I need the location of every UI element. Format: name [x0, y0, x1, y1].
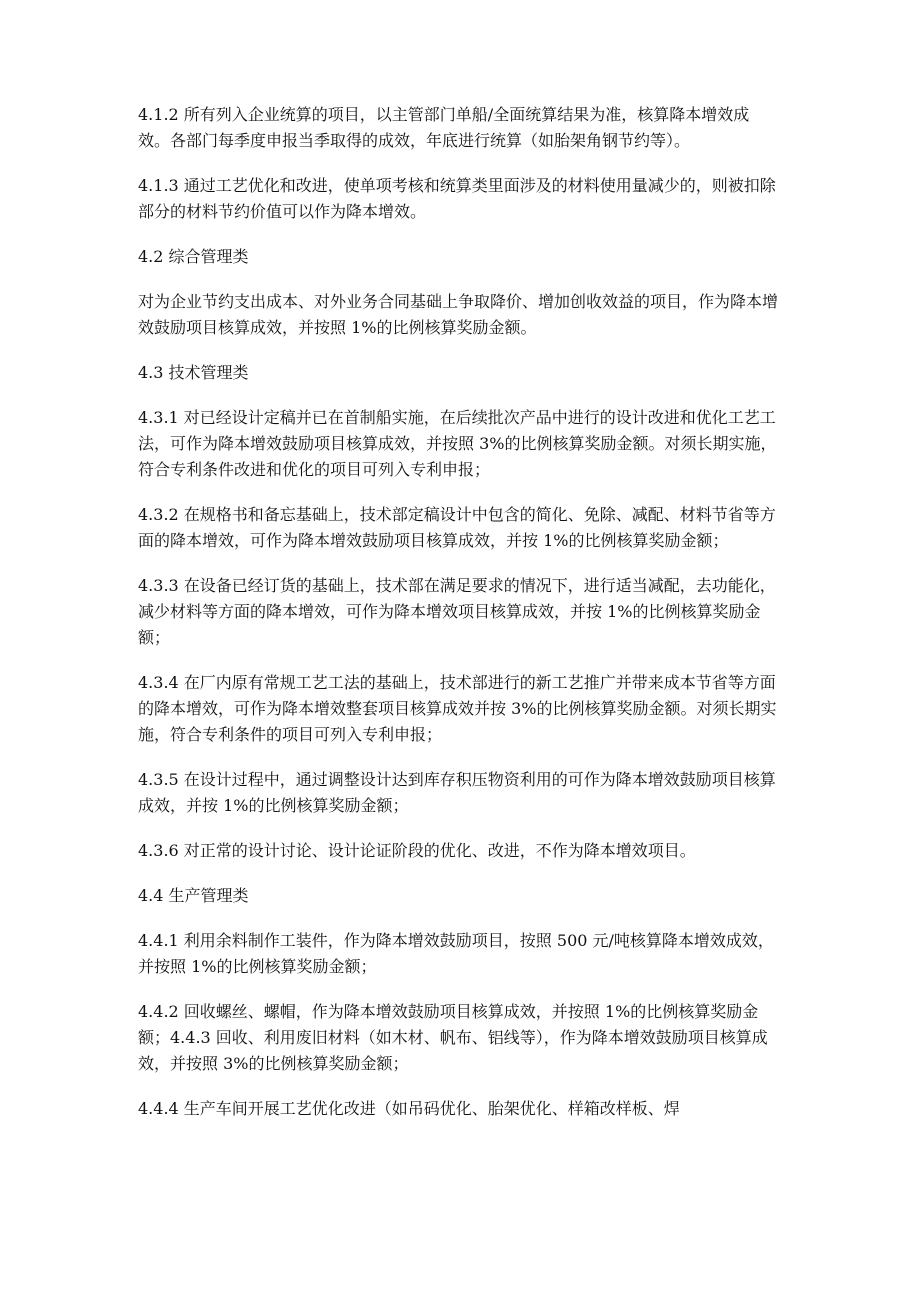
paragraph-4-2-body: 对为企业节约支出成本、对外业务合同基础上争取降价、增加创收效益的项目，作为降本增效鼓励项目核算成效，并按照 1%的比例核算奖励金额。	[138, 292, 779, 337]
paragraph-4-3-2: 4.3.2 在规格书和备忘基础上，技术部定稿设计中包含的简化、免除、减配、材料节省等方面的降本增效，可作为降本增效鼓励项目核算成效，并按 1%的比例核算奖励金额；	[138, 505, 776, 550]
paragraph-4-3-6: 4.3.6 对正常的设计讨论、设计论证阶段的优化、改进，不作为降本增效项目。	[138, 841, 696, 860]
section-heading-4-4: 4.4 生产管理类	[138, 886, 249, 905]
paragraph-4-1-3: 4.1.3 通过工艺优化和改进，使单项考核和统算类里面涉及的材料使用量减少的，则被扣除部分的材料节约价值可以作为降本增效。	[138, 176, 776, 221]
section-heading-4-2: 4.2 综合管理类	[138, 247, 249, 266]
paragraph-4-4-1: 4.4.1 利用余料制作工装件，作为降本增效鼓励项目，按照 500 元/吨核算降本增效成效，并按照 1%的比例核算奖励金额；	[138, 931, 774, 976]
paragraph-4-3-4: 4.3.4 在厂内原有常规工艺工法的基础上，技术部进行的新工艺推广并带来成本节省等方面的降本增效，可作为降本增效整套项目核算成效并按 3%的比例核算奖励金额。对须长期实施，符合专利条件的项目可列入专利申报；	[138, 673, 777, 744]
paragraph-4-4-4: 4.4.4 生产车间开展工艺优化改进（如吊码优化、胎架优化、样箱改样板、焊	[138, 1099, 680, 1118]
section-heading-4-3: 4.3 技术管理类	[138, 363, 249, 382]
paragraph-4-4-2: 4.4.2 回收螺丝、螺帽，作为降本增效鼓励项目核算成效，并按照 1%的比例核算奖励金额；4.4.3 回收、利用废旧材料（如木材、帆布、铝线等），作为降本增效鼓励项目核算成效，并按照 3%的比例核算奖励金额；	[138, 1002, 768, 1073]
document-page	[138, 102, 778, 1141]
paragraph-4-3-3: 4.3.3 在设备已经订货的基础上，技术部在满足要求的情况下，进行适当减配，去功能化，减少材料等方面的降本增效，可作为降本增效项目核算成效，并按 1%的比例核算奖励金额；	[138, 576, 776, 647]
paragraph-4-1-2: 4.1.2 所有列入企业统算的项目，以主管部门单船/全面统算结果为准，核算降本增效成效。各部门每季度申报当季取得的成效，年底进行统算（如胎架角钢节约等）。	[138, 105, 750, 150]
paragraph-4-3-5: 4.3.5 在设计过程中，通过调整设计达到库存积压物资利用的可作为降本增效鼓励项目核算成效，并按 1%的比例核算奖励金额；	[138, 770, 776, 815]
paragraph-4-3-1: 4.3.1 对已经设计定稿并已在首制船实施，在后续批次产品中进行的设计改进和优化工艺工法，可作为降本增效鼓励项目核算成效，并按照 3%的比例核算奖励金额。对须长期实施，符合专利条件改进和优化的项目可列入专利申报；	[138, 408, 777, 479]
